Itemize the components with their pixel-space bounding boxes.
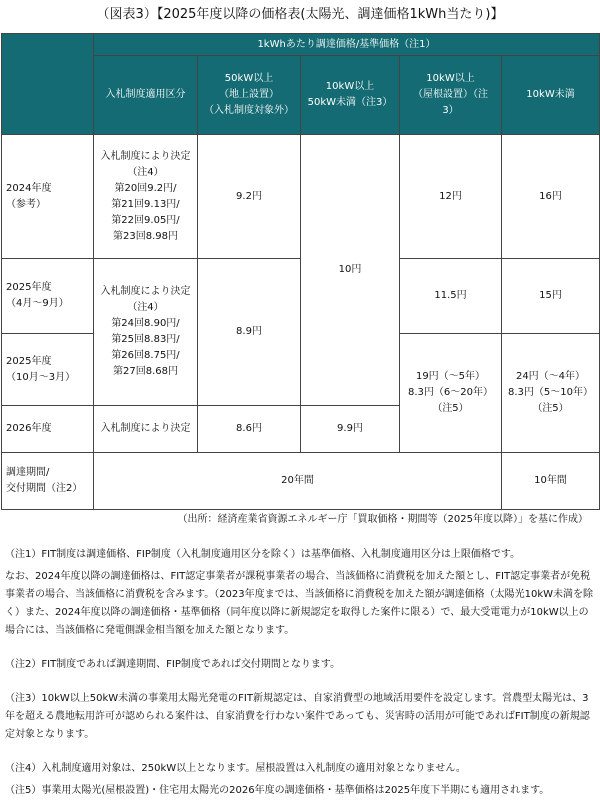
cell-2024-under-10kw: 16円 — [502, 135, 600, 259]
cell-2025-category: 入札制度により決定 （注4） 第24回8.90円/ 第25回8.83円/ 第26回8.75円/ 第27回8.68円 — [94, 259, 198, 406]
row-label-2025-first-half: 2025年度 （4月～9月） — [2, 259, 94, 334]
cell-10-50kw-2024-2025: 10円 — [301, 135, 400, 406]
notes-section — [5, 546, 595, 804]
cell-period-10-years: 10年間 — [502, 453, 600, 510]
col-header-10-50kw: 10kW以上 50kW未満（注3） — [301, 56, 400, 135]
price-table — [1, 33, 600, 510]
note-1: （注1）FIT制度は調達価格、FIP制度（入札制度適用区分を除く）は基準価格、入札制度適用区分は上限価格です。 — [5, 549, 521, 560]
cell-period-20-years: 20年間 — [94, 453, 502, 510]
col-header-under-10kw: 10kW未満 — [502, 56, 600, 135]
note-4: （注4）入札制度適用対象は、250kW以上となります。屋根設置は入札制度の適用対象となりません。 — [5, 763, 466, 774]
price-header: 1kWhあたり調達価格/基準価格（注1） — [94, 34, 600, 56]
row-label-2024: 2024年度 （参考） — [2, 135, 94, 259]
row-label-period: 調達期間/ 交付期間（注2） — [2, 453, 94, 510]
source-citation: （出所：経済産業省資源エネルギー庁「買取価格・期間等（2025年度以降）」を基に作成） — [177, 514, 588, 525]
col-header-category: 入札制度適用区分 — [94, 56, 198, 135]
col-header-10kw-roof: 10kW以上 （屋根設置）（注 3） — [400, 56, 502, 135]
cell-2025a-roof: 11.5円 — [400, 259, 502, 334]
cell-2025-50kw: 8.9円 — [198, 259, 301, 406]
note-5: （注5）事業用太陽光(屋根設置)・住宅用太陽光の2026年度の調達価格・基準価格は2025年度下半期にも適用されます。 — [5, 785, 550, 796]
cell-2026-50kw: 8.6円 — [198, 406, 301, 453]
cell-2025a-under-10kw: 15円 — [502, 259, 600, 334]
cell-2025b-2026-under-10kw: 24円（～4年） 8.3円（5～10年） （注5） — [502, 334, 600, 453]
cell-2026-10-50kw: 9.9円 — [301, 406, 400, 453]
cell-2025b-2026-roof: 19円（～5年） 8.3円（6～20年） （注5） — [400, 334, 502, 453]
note-3: （注3）10kW以上50kW未満の事業用太陽光発電のFIT新規認定は、自家消費型の地域活用要件を設定します。営農型太陽光は、3年を超える農地転用許可が認められる案件は、自家消費を行わない案件であっても、災害時の活用が可能であればFIT制度の新規認定対象となります。 — [5, 693, 590, 740]
cell-2026-category: 入札制度により決定 — [94, 406, 198, 453]
row-label-2026: 2026年度 — [2, 406, 94, 453]
corner-header-cell — [2, 34, 94, 135]
note-2: （注2）FIT制度であれば調達期間、FIP制度であれば交付期間となります。 — [5, 659, 341, 670]
figure-title: （図表3）【2025年度以降の価格表(太陽光、調達価格1kWh当たり)】 — [96, 7, 504, 22]
note-1-detail: なお、2024年度以降の調達価格は、FIT認定事業者が課税事業者の場合、当該価格に消費税を加えた額とし、FIT認定事業者が免税事業者の場合、当該価格に消費税を含みます。（2023年度までは、当該価格に消費税を加えた額が調達価格（太陽光10kW未満を除く）また、2024年度以降の調達価格・基準価格（同年度以降に新規認定を取得した案件に限る）で、最大受電電力が10kW以上の場合には、当該価格に発電側課金相当額を加えた額となります。 — [5, 571, 594, 636]
cell-2024-50kw: 9.2円 — [198, 135, 301, 259]
row-label-2025-second-half: 2025年度 （10月～3月） — [2, 334, 94, 406]
cell-2024-roof: 12円 — [400, 135, 502, 259]
col-header-50kw-ground: 50kW以上 （地上設置） （入札制度対象外） — [198, 56, 301, 135]
cell-2024-category: 入札制度により決定 （注4） 第20回9.2円/ 第21回9.13円/ 第22回9.05円/ 第23回8.98円 — [94, 135, 198, 259]
